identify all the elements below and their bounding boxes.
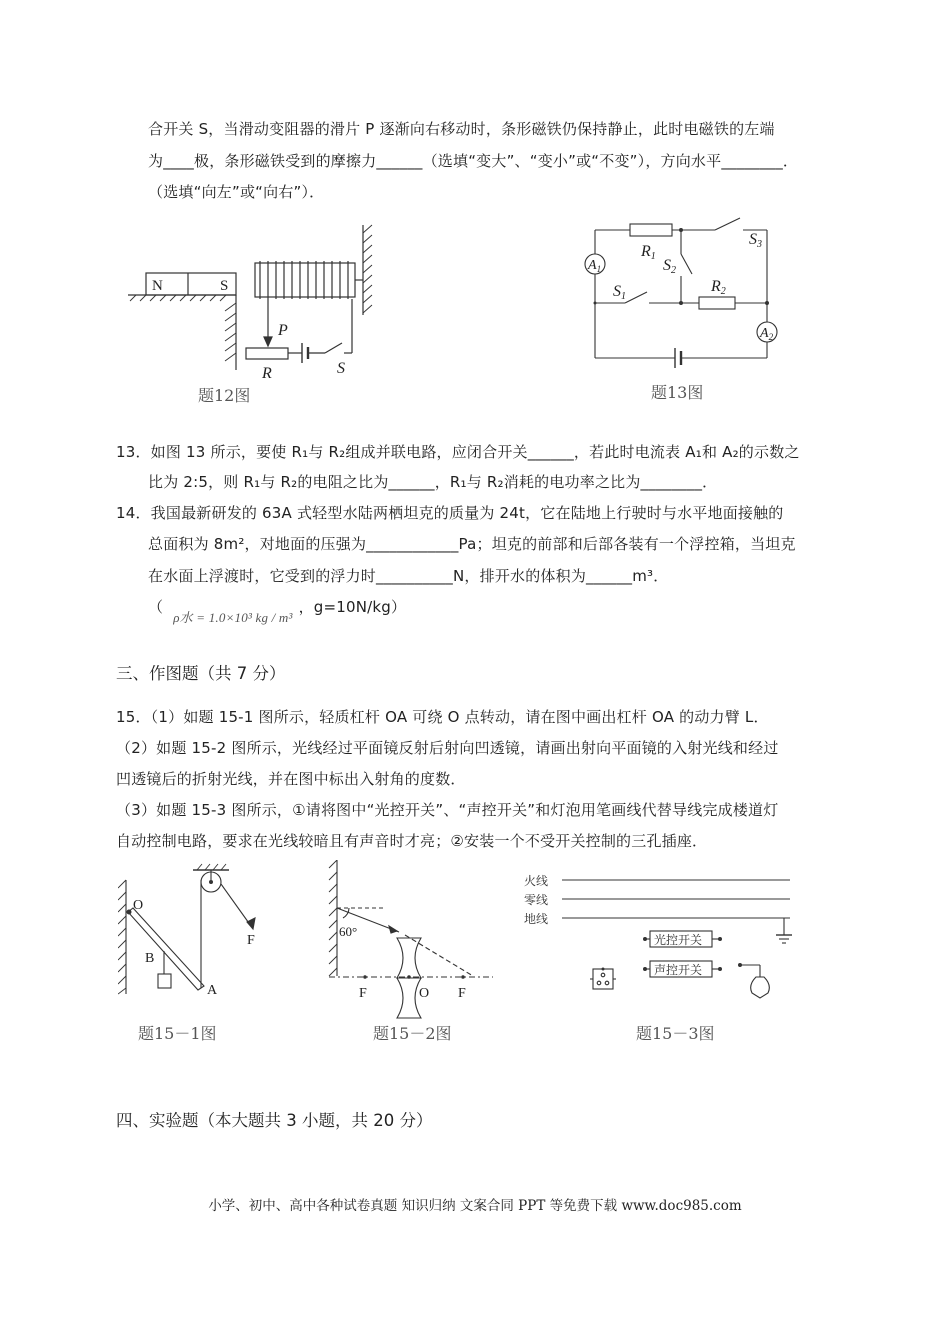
rheostat-r-label: R (262, 365, 272, 382)
light-switch-label: 光控开关 (654, 933, 703, 947)
switch-s2-label: S (663, 257, 671, 274)
q15-line-3: 凹透镜后的折射光线，并在图中标出入射角的度数． (116, 770, 466, 788)
q12-line-1: 合开关 S，当滑动变阻器的滑片 P 逐渐向右移动时，条形磁铁仍保持静止，此时电磁铁的左端 (148, 120, 775, 138)
optical-center-label: O (419, 986, 430, 1001)
q15-line-4: （3）如题 15-3 图所示，①请将图中“光控开关”、“声控开关”和灯泡用笔画线代替导线完成楼道灯 (116, 801, 779, 819)
switch-s1-label: S (613, 283, 621, 300)
section-4-title: 四、实验题（本大题共 3 小题，共 20 分） (116, 1111, 433, 1130)
ground-wire-label: 地线 (524, 912, 549, 926)
sound-switch-label: 声控开关 (654, 963, 703, 977)
point-b-label: B (145, 951, 155, 966)
angle-label: 60° (339, 924, 358, 939)
figure-13 (575, 210, 790, 410)
svg-text:S1: S1 (613, 283, 626, 302)
section-3-title: 三、作图题（共 7 分） (116, 664, 286, 683)
switch-s3-label: S (749, 231, 757, 248)
figure-15-2-caption: 题15－2图 (373, 1024, 452, 1043)
pivot-o-label: O (133, 898, 144, 913)
q13-line-2: 比为 2:5，则 R₁与 R₂的电阻之比为______，R₁与 R₂消耗的电功率之比为________． (148, 473, 718, 491)
svg-text:A2: $A_2$ (760, 326, 774, 342)
figure-13-caption: 题13图 (651, 383, 704, 402)
q13-line-1: 13．如图 13 所示，要使 R₁与 R₂组成并联电路，应闭合开关______，若此时电流表 A₁和 A₂的示数之 (116, 443, 800, 461)
figure-15-1 (118, 862, 278, 1052)
figure-15-2 (325, 860, 500, 1050)
magnet-n-label: N (152, 278, 163, 294)
ammeter-a2-label: A (760, 326, 769, 341)
neutral-wire-label: 零线 (524, 893, 549, 907)
live-wire-label: 火线 (524, 874, 549, 888)
figure-15-3 (520, 865, 805, 1055)
q14-line-1: 14．我国最新研发的 63A 式轻型水陆两栖坦克的质量为 24t，它在陆地上行驶时与水平地面接触的 (116, 504, 784, 522)
q14-line-3: 在水面上浮渡时，它受到的浮力时__________N，排开水的体积为______m³． (148, 567, 669, 585)
svg-text:A1: $A_1$ (588, 258, 602, 274)
q12-line-2: 为____极，条形磁铁受到的摩擦力______（选填“变大”、“变小”或“不变”），方向水平________． (148, 152, 799, 170)
switch-s-label: S (337, 360, 345, 377)
magnet-s-label: S (220, 278, 229, 294)
q15-line-5: 自动控制电路，要求在光线较暗且有声音时才亮；②安装一个不受开关控制的三孔插座． (116, 832, 708, 850)
q12-line-3: （选填“向左”或“向右”）． (148, 183, 325, 201)
resistor-r2-label: R (711, 278, 721, 295)
svg-text:R1: R1 (641, 243, 656, 262)
svg-text:S2: S2 (663, 257, 676, 276)
resistor-r1-label: R (641, 243, 651, 260)
figure-15-3-caption: 题15－3图 (636, 1024, 715, 1043)
svg-text:S3: S3 (749, 231, 762, 250)
ammeter-a1-label: A (588, 258, 597, 273)
svg-text:R2: R2 (711, 278, 726, 297)
focus-left-label: F (359, 986, 367, 1001)
q14-line-4: （ρ水 = 1.0×10³ kg / m³，g=10N/kg） (148, 598, 407, 625)
page-footer: 小学、初中、高中各种试卷真题 知识归纳 文案合同 PPT 等免费下载 www.doc985.com (208, 1198, 742, 1214)
focus-right-label: F (458, 986, 466, 1001)
figure-12 (120, 215, 390, 415)
figure-12-caption: 题12图 (198, 386, 251, 405)
q15-line-2: （2）如题 15-2 图所示，光线经过平面镜反射后射向凹透镜，请画出射向平面镜的入射光线和经过 (116, 739, 779, 757)
point-a-label: A (207, 983, 218, 998)
slider-p-label: P (278, 322, 288, 339)
q15-line-1: 15．（1）如题 15-1 图所示，轻质杠杆 OA 可绕 O 点转动，请在图中画出杠杆 OA 的动力臂 L． (116, 708, 769, 726)
q14-line-2: 总面积为 8m²，对地面的压强为____________Pa；坦克的前部和后部各装有一个浮控箱，当坦克 (148, 535, 796, 553)
force-f-label: F (247, 933, 255, 948)
density-formula: ρ水 = 1.0×10³ kg / m³ (173, 610, 293, 625)
figure-15-1-caption: 题15－1图 (138, 1024, 217, 1043)
